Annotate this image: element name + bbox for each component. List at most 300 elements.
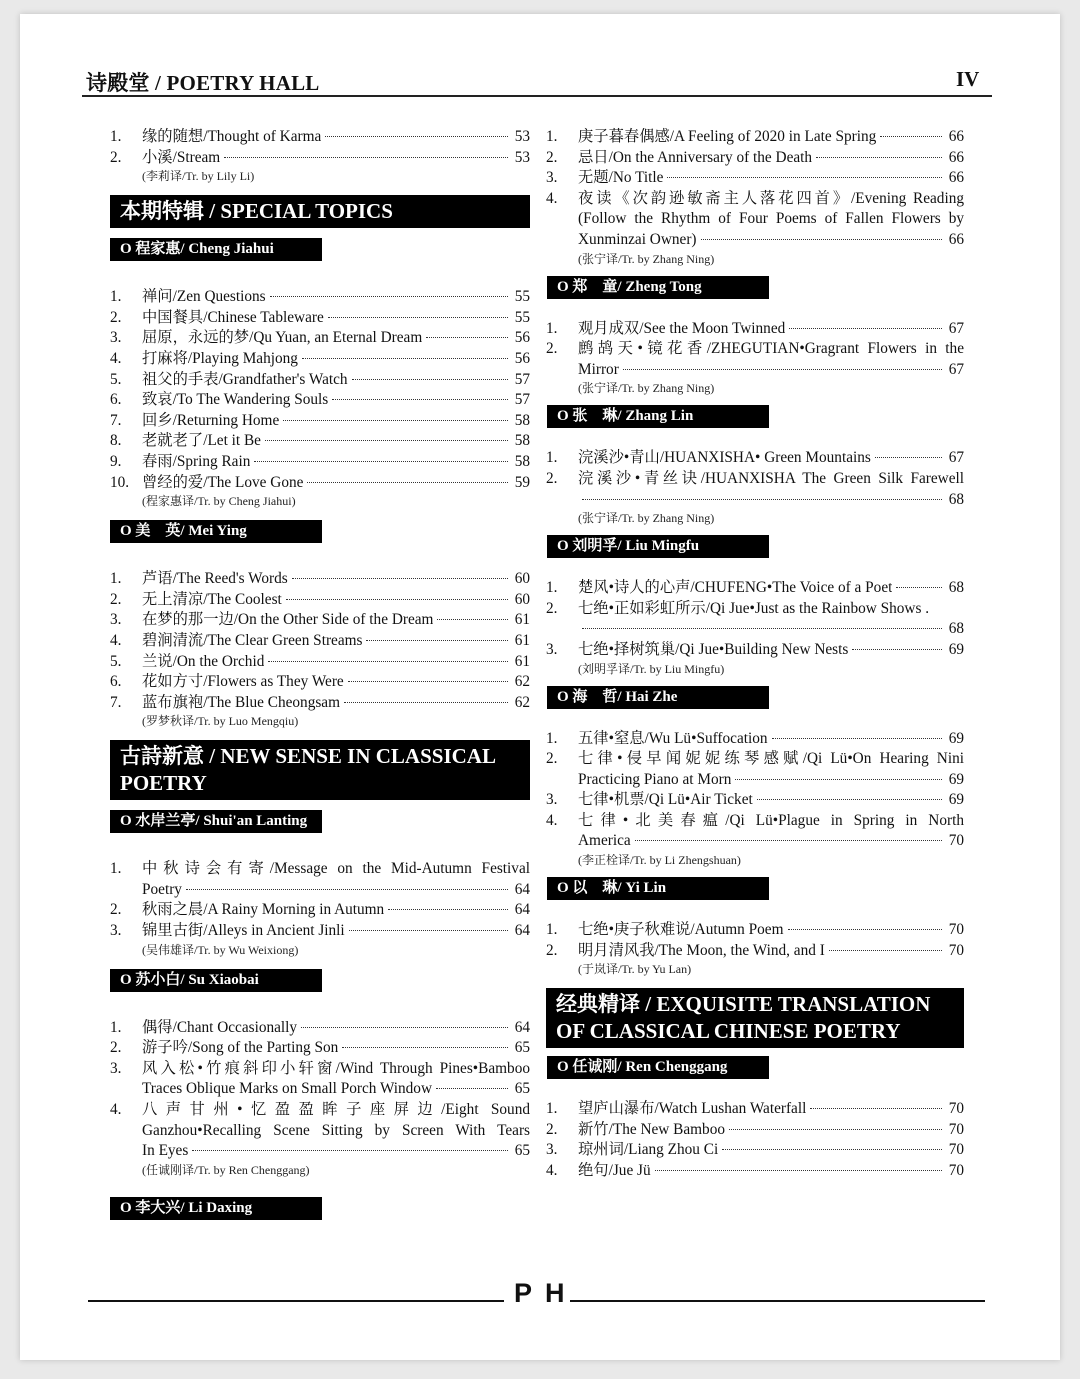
page-ref: 69 <box>948 729 964 747</box>
dot-leader <box>852 649 942 650</box>
entry-number: 1. <box>110 570 122 588</box>
author-heading: O 苏小白/ Su Xiaobai <box>110 969 322 992</box>
page-ref: 57 <box>514 391 530 409</box>
entry-number: 10. <box>110 473 130 491</box>
entry-title: 五律•窒息/Wu Lü•Suffocation <box>578 729 768 747</box>
toc-entry[interactable] <box>110 672 530 693</box>
entry-title: Traces Oblique Marks on Small Porch Window <box>142 1080 433 1098</box>
entry-body <box>578 1120 964 1141</box>
dot-leader <box>302 358 508 359</box>
entry-line <box>578 1161 964 1182</box>
entry-body <box>578 729 964 750</box>
dot-leader <box>332 399 508 400</box>
dot-leader <box>286 599 508 600</box>
entry-body <box>142 411 530 432</box>
entry-title: 祖父的手表/Grandfather's Watch <box>142 370 348 388</box>
dot-leader <box>352 379 508 380</box>
toc-entry[interactable] <box>546 941 964 962</box>
page-ref: 70 <box>948 832 964 850</box>
entry-line <box>142 652 530 673</box>
toc-entry[interactable] <box>546 148 964 169</box>
toc-entry[interactable] <box>546 469 964 510</box>
toc-entry[interactable] <box>546 448 964 469</box>
entry-line <box>142 473 530 494</box>
entry-body <box>578 1099 964 1120</box>
toc-entry[interactable] <box>110 610 530 631</box>
page-ref: 56 <box>514 349 530 367</box>
author-heading: O 刘明孚/ Liu Mingfu <box>547 535 769 558</box>
dot-leader <box>254 461 508 462</box>
entry-body <box>142 859 530 900</box>
entry-title: 打麻将/Playing Mahjong <box>142 349 298 367</box>
entry-line <box>578 941 964 962</box>
entry-title-line: Ganzhou•Recalling Scene Sitting by Screen With Tears <box>142 1121 530 1139</box>
toc-entry[interactable] <box>546 168 964 189</box>
page-ref: 59 <box>514 473 530 491</box>
dot-leader <box>772 738 942 739</box>
entry-number: 7. <box>110 693 122 711</box>
page-ref: 68 <box>948 490 964 508</box>
entry-number: 2. <box>546 1120 558 1138</box>
entry-number: 3. <box>110 329 122 347</box>
entry-title: 春雨/Spring Rain <box>142 452 251 470</box>
entry-body <box>578 168 964 189</box>
page-ref: 70 <box>948 1120 964 1138</box>
entry-number: 4. <box>110 631 122 649</box>
dot-leader <box>344 702 508 703</box>
dot-leader <box>582 628 942 629</box>
entry-title: 禅问/Zen Questions <box>142 288 266 306</box>
toc-entry[interactable] <box>546 811 964 852</box>
entry-line <box>578 729 964 750</box>
entry-title: 致哀/To The Wandering Souls <box>142 391 329 409</box>
toc-entry[interactable] <box>110 1059 530 1100</box>
entry-title: 绝句/Jue Jü <box>578 1162 651 1180</box>
entry-body <box>142 390 530 411</box>
toc-entry[interactable] <box>110 390 530 411</box>
entry-line <box>578 1140 964 1161</box>
entry-number: 4. <box>110 349 122 367</box>
page-ref: 64 <box>514 880 530 898</box>
toc-entry[interactable] <box>546 339 964 380</box>
entry-title: In Eyes <box>142 1142 189 1160</box>
entry-title-line: 夜读《次韵逊敏斋主人落花四首》/Evening Reading <box>578 189 964 207</box>
entry-body <box>142 452 530 473</box>
dot-leader <box>623 369 942 370</box>
toc-entry[interactable] <box>110 127 530 148</box>
header-rule <box>82 95 992 97</box>
page-ref: 56 <box>514 329 530 347</box>
footer-rule-right <box>570 1300 985 1302</box>
toc-entry[interactable] <box>546 749 964 790</box>
dot-leader <box>880 136 942 137</box>
toc-entry[interactable] <box>546 920 964 941</box>
toc-entry[interactable] <box>110 921 530 942</box>
entry-title-line: 七律•北美春瘟/Qi Lü•Plague in Spring in North <box>578 811 964 829</box>
entry-title: 无题/No Title <box>578 169 664 187</box>
toc-entry[interactable] <box>110 1038 530 1059</box>
entry-body <box>578 578 964 599</box>
dot-leader <box>437 619 508 620</box>
toc-entry[interactable] <box>110 452 530 473</box>
entry-number: 2. <box>546 469 558 487</box>
page-ref: 53 <box>514 128 530 145</box>
entry-body <box>578 790 964 811</box>
entry-body <box>142 148 530 169</box>
author-heading: O 海 哲/ Hai Zhe <box>547 686 769 709</box>
dot-leader <box>757 799 942 800</box>
dot-leader <box>292 578 508 579</box>
entry-body <box>142 1018 530 1039</box>
toc-entry[interactable] <box>546 790 964 811</box>
toc-entry[interactable] <box>546 1140 964 1161</box>
entry-title: 浣溪沙•青山/HUANXISHA• Green Mountains <box>578 449 871 467</box>
dot-leader <box>270 296 508 297</box>
entry-line <box>142 610 530 631</box>
dot-leader <box>325 136 508 137</box>
left-column <box>110 127 530 1246</box>
entry-title: 小溪/Stream <box>142 148 221 166</box>
section-heading-exquisite-translation: 经典精译 / EXQUISITE TRANSLATION OF CLASSICAL CHINESE POETRY <box>546 988 964 1048</box>
entry-number: 1. <box>110 860 122 878</box>
page-ref: 67 <box>948 360 964 378</box>
page-ref: 68 <box>948 579 964 597</box>
page-ref: 70 <box>948 1141 964 1159</box>
translator-credit: (吴伟雄译/Tr. by Wu Weixiong) <box>142 942 299 957</box>
entry-body <box>142 921 530 942</box>
entry-number: 2. <box>110 308 122 326</box>
entry-body <box>578 469 964 510</box>
entry-title: 琼州词/Liang Zhou Ci <box>578 1141 719 1159</box>
toc-entry[interactable] <box>546 1120 964 1141</box>
page-ref: 70 <box>948 941 964 959</box>
entry-body <box>142 631 530 652</box>
toc-entry[interactable] <box>546 189 964 251</box>
toc-entry[interactable] <box>110 569 530 590</box>
entry-title: 无上清凉/The Coolest <box>142 590 282 608</box>
entry-line <box>142 431 530 452</box>
entry-title: 回乡/Returning Home <box>142 411 280 429</box>
entry-number: 8. <box>110 432 122 450</box>
page-ref: 67 <box>948 449 964 467</box>
dot-leader <box>388 909 508 910</box>
page-ref: 69 <box>948 770 964 788</box>
page-ref: 62 <box>514 693 530 711</box>
entry-number: 1. <box>110 288 122 306</box>
entry-title: 屈原，永远的梦/Qu Yuan, an Eternal Dream <box>142 329 423 347</box>
dot-leader <box>896 587 942 588</box>
page-ref: 58 <box>514 411 530 429</box>
entry-body <box>578 319 964 340</box>
entry-line <box>142 452 530 473</box>
toc-entry[interactable] <box>110 590 530 611</box>
page-ref: 69 <box>948 640 964 658</box>
page-ref: 65 <box>514 1080 530 1098</box>
entry-title-line: 中秋诗会有寄/Message on the Mid-Autumn Festival <box>142 860 530 878</box>
toc-entry[interactable] <box>110 411 530 432</box>
page-ref: 64 <box>514 1018 530 1036</box>
toc-entry[interactable] <box>546 640 964 661</box>
entry-line <box>578 230 964 251</box>
page-ref: 68 <box>948 620 964 638</box>
entry-body <box>578 1161 964 1182</box>
entry-title: 芦语/The Reed's Words <box>142 570 288 588</box>
dot-leader <box>816 157 942 158</box>
right-column <box>546 127 964 1182</box>
entry-body <box>142 328 530 349</box>
entry-title: Poetry <box>142 880 182 898</box>
entry-title: 观月成双/See the Moon Twinned <box>578 319 786 337</box>
dot-leader <box>722 1149 942 1150</box>
entry-line <box>142 308 530 329</box>
entry-title-line: 浣溪沙•青丝诀/HUANXISHA The Green Silk Farewell <box>578 469 964 487</box>
entry-title: 曾经的爱/The Love Gone <box>142 473 304 491</box>
entry-line <box>142 693 530 714</box>
entry-line <box>142 370 530 391</box>
page-ref: 64 <box>514 901 530 919</box>
page-header-title: 诗殿堂 / POETRY HALL <box>86 71 320 95</box>
entry-title: 望庐山瀑布/Watch Lushan Waterfall <box>578 1100 807 1118</box>
entry-title: 秋雨之晨/A Rainy Morning in Autumn <box>142 901 385 919</box>
page-ref: 69 <box>948 791 964 809</box>
page-ref: 67 <box>948 319 964 337</box>
entry-body <box>142 610 530 631</box>
toc-entry[interactable] <box>110 631 530 652</box>
entry-title: 兰说/On the Orchid <box>142 652 265 670</box>
page-ref: 65 <box>514 1039 530 1057</box>
entry-title-line: (Follow the Rhythm of Four Poems of Fallen Flowers by <box>578 210 964 228</box>
toc-entry[interactable] <box>110 693 530 714</box>
entry-line <box>142 127 530 148</box>
entry-body <box>578 941 964 962</box>
entry-number: 1. <box>110 1018 122 1036</box>
dot-leader <box>655 1170 942 1171</box>
dot-leader <box>735 779 942 780</box>
entry-number: 4. <box>546 1162 558 1180</box>
entry-title-line: 七律•侵早闻妮妮练琴感赋/Qi Lü•On Hearing Nini <box>578 750 964 768</box>
toc-entry[interactable] <box>110 431 530 452</box>
entry-body <box>578 448 964 469</box>
page-ref: 66 <box>948 128 964 145</box>
entry-title: 锦里古街/Alleys in Ancient Jinli <box>142 922 345 940</box>
entry-title: 蓝布旗袍/The Blue Cheongsam <box>142 693 340 711</box>
author-heading: O 郑 童/ Zheng Tong <box>547 276 769 299</box>
page-ref: 66 <box>948 148 964 166</box>
entry-title-line: 风入松•竹痕斜印小轩窗/Wind Through Pines•Bamboo <box>142 1059 530 1077</box>
entry-title-line: 鹧鸪天•镜花香/ZHEGUTIAN•Gragrant Flowers in the <box>578 340 964 358</box>
entry-line <box>142 921 530 942</box>
entry-body <box>142 672 530 693</box>
page-ref: 58 <box>514 432 530 450</box>
entry-number: 5. <box>110 652 122 670</box>
entry-body <box>142 473 530 494</box>
page-ref: 57 <box>514 370 530 388</box>
entry-number: 1. <box>110 128 122 145</box>
entry-body <box>142 900 530 921</box>
entry-number: 1. <box>546 921 558 939</box>
entry-number: 1. <box>546 1100 558 1118</box>
entry-title: 中国餐具/Chinese Tableware <box>142 308 324 326</box>
entry-body <box>578 811 964 852</box>
toc-entry[interactable] <box>546 729 964 750</box>
entry-body <box>578 640 964 661</box>
toc-entry[interactable] <box>110 1100 530 1162</box>
entry-body <box>142 370 530 391</box>
toc-entry[interactable] <box>546 127 964 148</box>
entry-body <box>142 1100 530 1162</box>
toc-entry[interactable] <box>110 859 530 900</box>
dot-leader <box>366 640 508 641</box>
translator-credit: (任诚刚译/Tr. by Ren Chenggang) <box>142 1162 310 1177</box>
dot-leader <box>348 681 508 682</box>
translator-credit: (张宁译/Tr. by Zhang Ning) <box>578 251 715 266</box>
entry-number: 2. <box>110 148 122 166</box>
entry-body <box>142 431 530 452</box>
entry-number: 1. <box>546 319 558 337</box>
entry-body <box>142 127 530 148</box>
page-ref: 62 <box>514 673 530 691</box>
dot-leader <box>192 1150 508 1151</box>
entry-line <box>578 920 964 941</box>
dot-leader <box>186 889 508 890</box>
page-ref: 60 <box>514 570 530 588</box>
entry-line <box>142 411 530 432</box>
page-ref: 58 <box>514 452 530 470</box>
section-heading-classical-poetry: 古詩新意 / NEW SENSE IN CLASSICAL POETRY <box>110 740 530 800</box>
page-ref: 55 <box>514 308 530 326</box>
entry-line <box>578 578 964 599</box>
translator-credit: (罗梦秋译/Tr. by Luo Mengqiu) <box>142 714 299 729</box>
footer-mark: P H <box>514 1278 568 1308</box>
entry-line <box>142 1038 530 1059</box>
entry-number: 6. <box>110 673 122 691</box>
dot-leader <box>875 457 942 458</box>
entry-body <box>142 569 530 590</box>
page-number: IV <box>956 67 980 91</box>
toc-entry[interactable] <box>110 1018 530 1039</box>
dot-leader <box>789 328 942 329</box>
toc-entry[interactable] <box>110 328 530 349</box>
toc-entry[interactable] <box>110 473 530 494</box>
entry-line <box>578 168 964 189</box>
entry-line <box>142 631 530 652</box>
toc-entry[interactable] <box>546 578 964 599</box>
entry-body <box>578 1140 964 1161</box>
page-ref: 66 <box>948 169 964 187</box>
entry-number: 1. <box>546 128 558 145</box>
translator-credit: (李莉译/Tr. by Lily Li) <box>142 169 255 184</box>
toc-entry[interactable] <box>110 308 530 329</box>
dot-leader <box>265 440 508 441</box>
author-heading: O 任诚刚/ Ren Chenggang <box>547 1056 769 1079</box>
page-ref: 65 <box>514 1142 530 1160</box>
dot-leader <box>829 950 942 951</box>
translator-credit: (张宁译/Tr. by Zhang Ning) <box>578 381 715 396</box>
entry-body <box>142 287 530 308</box>
entry-number: 3. <box>110 611 122 629</box>
entry-number: 3. <box>546 640 558 658</box>
magazine-page <box>20 14 1060 1360</box>
dot-leader <box>582 499 942 500</box>
dot-leader <box>224 157 508 158</box>
entry-line <box>142 148 530 169</box>
page-ref: 61 <box>514 652 530 670</box>
entry-title: 游子吟/Song of the Parting Son <box>142 1039 339 1057</box>
dot-leader <box>426 337 508 338</box>
entry-number: 1. <box>546 579 558 597</box>
entry-number: 2. <box>110 1039 122 1057</box>
entry-number: 2. <box>546 148 558 166</box>
entry-title: 偶得/Chant Occasionally <box>142 1018 298 1036</box>
entry-body <box>578 920 964 941</box>
entry-line <box>578 640 964 661</box>
dot-leader <box>810 1108 942 1109</box>
dot-leader <box>635 840 942 841</box>
entry-title: 在梦的那一边/On the Other Side of the Dream <box>142 611 434 629</box>
entry-number: 4. <box>110 1101 122 1119</box>
toc-entry[interactable] <box>546 319 964 340</box>
entry-title: 碧涧清流/The Clear Green Streams <box>142 631 363 649</box>
toc-entry[interactable] <box>546 1099 964 1120</box>
entry-number: 2. <box>546 340 558 358</box>
dot-leader <box>436 1088 508 1089</box>
dot-leader <box>328 317 508 318</box>
footer-rule-left <box>88 1300 504 1302</box>
entry-line <box>578 619 964 640</box>
entry-number: 2. <box>110 901 122 919</box>
entry-title: 缘的随想/Thought of Karma <box>142 128 322 145</box>
entry-title: 楚风•诗人的心声/CHUFENG•The Voice of a Poet <box>578 579 893 597</box>
toc-entry[interactable] <box>546 1161 964 1182</box>
entry-number: 2. <box>546 599 558 617</box>
entry-number: 2. <box>546 750 558 768</box>
dot-leader <box>342 1047 508 1048</box>
entry-title-line: 七绝•正如彩虹所示/Qi Jue•Just as the Rainbow Shows . <box>578 599 930 617</box>
toc-entry[interactable] <box>110 652 530 673</box>
entry-body <box>142 308 530 329</box>
page-ref: 70 <box>948 1162 964 1180</box>
author-heading: O 以 琳/ Yi Lin <box>547 877 769 900</box>
entry-number: 3. <box>546 169 558 187</box>
entry-line <box>142 880 530 901</box>
author-heading: O 张 琳/ Zhang Lin <box>547 405 769 428</box>
toc-entry[interactable] <box>110 370 530 391</box>
entry-line <box>142 287 530 308</box>
toc-entry[interactable] <box>546 599 964 640</box>
entry-number: 6. <box>110 391 122 409</box>
toc-entry[interactable] <box>110 900 530 921</box>
translator-credit: (于岚译/Tr. by Yu Lan) <box>578 962 692 977</box>
entry-title: 明月清风我/The Moon, the Wind, and I <box>578 941 825 959</box>
entry-line <box>142 1018 530 1039</box>
toc-entry[interactable] <box>110 148 530 169</box>
dot-leader <box>729 1129 942 1130</box>
toc-entry[interactable] <box>110 287 530 308</box>
author-heading: O 美 英/ Mei Ying <box>110 520 322 543</box>
entry-number: 7. <box>110 411 122 429</box>
page-ref: 66 <box>948 230 964 248</box>
entry-line <box>142 900 530 921</box>
entry-line <box>142 1079 530 1100</box>
dot-leader <box>301 1027 508 1028</box>
entry-number: 5. <box>110 370 122 388</box>
page-ref: 70 <box>948 921 964 939</box>
entry-line <box>578 831 964 852</box>
entry-number: 9. <box>110 452 122 470</box>
toc-entry[interactable] <box>110 349 530 370</box>
entry-line <box>142 590 530 611</box>
entry-line <box>142 390 530 411</box>
